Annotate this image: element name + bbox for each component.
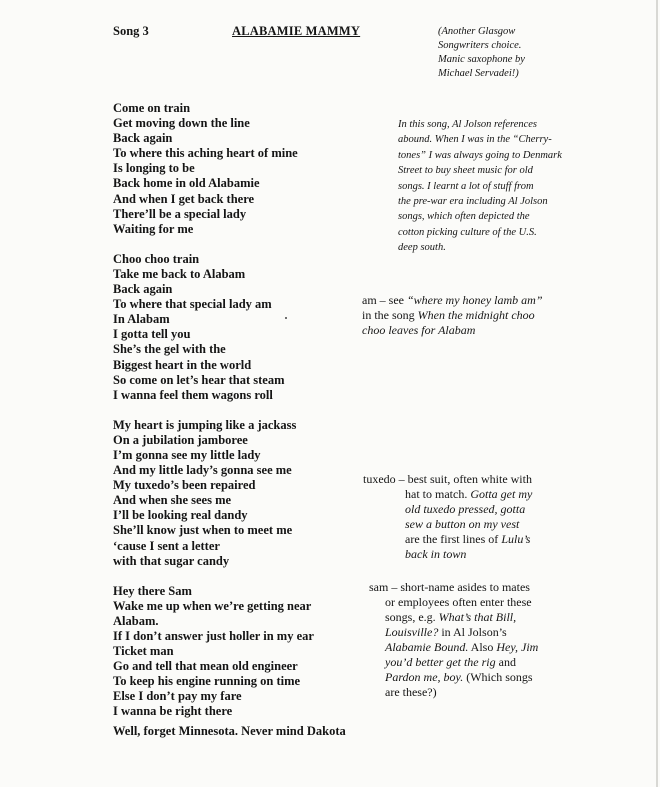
gloss-line: [369, 640, 538, 655]
note-line: deep south.: [398, 242, 446, 254]
lyric-line: Ticket man: [113, 644, 174, 659]
lyric-line: I’m gonna see my little lady: [113, 447, 261, 462]
gloss-tuxedo: [363, 472, 532, 562]
lyric-line: And when she sees me: [113, 493, 232, 508]
note-line: the pre-war era including Al Jolson: [398, 196, 548, 208]
lyric-line: Take me back to Alabam: [113, 266, 246, 281]
lyric-line: Else I don’t pay my fare: [113, 689, 242, 704]
lyric-line: So come on let’s hear that steam: [113, 372, 285, 387]
lyric-line: And when I get back there: [113, 191, 255, 206]
lyric-line: If I don’t answer just holler in my ear: [113, 629, 314, 643]
lyric-line: Waiting for me: [113, 221, 194, 236]
note-line: tones” I was always going to Denmark: [398, 149, 562, 161]
gloss-sam: [369, 580, 538, 700]
stanza-1: [113, 101, 373, 237]
gloss-line: [362, 293, 543, 308]
gloss-am: [362, 293, 543, 338]
gloss-text: are the first lines of: [405, 532, 502, 546]
final-lyric-line: Well, forget Minnesota. Never mind Dakota: [113, 724, 346, 738]
gloss-quote: What’s that Bill,: [438, 610, 517, 624]
lyric-line: Wake me up when we’re getting near: [113, 598, 312, 613]
lyric-line: Back again: [113, 282, 173, 297]
header-note-line: Songwriters choice.: [438, 40, 522, 51]
stanza-3: [113, 418, 373, 569]
gloss-text: and: [495, 655, 516, 669]
gloss-text: (Which songs: [463, 670, 533, 684]
gloss-line: sew a button on my vest: [405, 517, 520, 531]
gloss-line: or employees often enter these: [385, 595, 532, 609]
gloss-line: back in town: [405, 547, 467, 561]
gloss-text: Also: [468, 640, 497, 654]
scan-speck: [285, 317, 287, 319]
gloss-song-title: Pardon me, boy.: [385, 670, 464, 684]
lyric-line: ‘cause I sent a letter: [113, 538, 220, 553]
gloss-text: in Al Jolson’s: [438, 625, 507, 639]
gloss-text: hat to match.: [405, 487, 471, 501]
stanza-4: [113, 584, 373, 720]
song-title: ALABAMIE MAMMY: [232, 24, 361, 38]
lyric-line: Get moving down the line: [113, 116, 250, 131]
lyric-line: Alabam.: [113, 613, 159, 628]
lyric-line: On a jubilation jamboree: [113, 432, 248, 447]
lyric-line: Back again: [113, 131, 173, 146]
gloss-line: tuxedo – best suit, often white with: [363, 472, 532, 486]
lyrics-block: [113, 101, 373, 720]
lyric-line: My heart is jumping like a jackass: [113, 417, 297, 432]
note-line: Street to buy sheet music for old: [398, 165, 533, 177]
lyric-line: Hey there Sam: [113, 583, 192, 598]
gloss-quote: “where my honey lamb am”: [406, 293, 543, 307]
lyric-line: I wanna feel them wagons roll: [113, 387, 273, 402]
note-line: songs, which often depicted the: [398, 211, 530, 223]
lyric-line: I’ll be looking real dandy: [113, 508, 248, 523]
gloss-line: [369, 625, 538, 640]
lyric-line: Come on train: [113, 101, 191, 115]
gloss-text: am – see: [362, 293, 407, 307]
lyric-line: To where this aching heart of mine: [113, 146, 298, 161]
gloss-line: [369, 655, 538, 670]
lyric-line: My tuxedo’s been repaired: [113, 478, 256, 493]
gloss-line: [362, 308, 543, 323]
gloss-line: sam – short-name asides to mates: [369, 580, 530, 594]
lyric-line: To where that special lady am: [113, 297, 272, 312]
note-line: songs. I learnt a lot of stuff from: [398, 180, 534, 192]
lyric-line: To keep his engine running on time: [113, 674, 301, 689]
lyric-line: In Alabam: [113, 312, 170, 327]
gloss-quote: Gotta get my: [470, 487, 533, 501]
stanza-2: [113, 252, 373, 403]
gloss-line: [369, 610, 538, 625]
lyric-line: There’ll be a special lady: [113, 206, 247, 221]
gloss-quote: Hey, Jim: [496, 640, 539, 654]
gloss-line: [369, 670, 538, 685]
header-note-line: Manic saxophone by: [438, 54, 525, 65]
song-number: Song 3: [113, 24, 149, 38]
gloss-song-title: Lulu’s: [501, 532, 531, 546]
note-line: abound. When I was in the “Cherry-: [398, 134, 552, 146]
lyric-line: Is longing to be: [113, 161, 195, 176]
stanza-gap: [113, 237, 373, 252]
stanza-gap: [113, 569, 373, 584]
gloss-line: [363, 532, 532, 547]
gloss-song-title: When the midnight choo: [417, 308, 535, 322]
lyric-line: And my little lady’s gonna see me: [113, 463, 292, 478]
lyric-line: I wanna be right there: [113, 704, 233, 719]
gloss-line: [363, 487, 532, 502]
note-line: cotton picking culture of the U.S.: [398, 226, 537, 238]
header-note: [438, 25, 608, 81]
stanza-gap: [113, 403, 373, 418]
header-note-line: (Another Glasgow: [438, 26, 516, 37]
gloss-line: are these?): [385, 685, 437, 699]
gloss-song-title: Alabamie Bound.: [385, 640, 469, 654]
lyric-line: Go and tell that mean old engineer: [113, 659, 298, 674]
gloss-line: choo leaves for Alabam: [362, 323, 476, 337]
header-note-line: Michael Servadei!): [438, 68, 519, 79]
lyric-line: She’ll know just when to meet me: [113, 523, 293, 538]
lyric-line: with that sugar candy: [113, 553, 230, 568]
gloss-text: songs, e.g.: [385, 610, 439, 624]
note-line: In this song, Al Jolson references: [398, 119, 538, 130]
page-edge-shadow: [656, 0, 658, 787]
gloss-quote: Louisville?: [385, 625, 439, 639]
lyric-line: Back home in old Alabamie: [113, 176, 260, 191]
gloss-line: old tuxedo pressed, gotta: [405, 502, 526, 516]
lyric-line: I gotta tell you: [113, 327, 191, 342]
intro-note: [398, 117, 613, 256]
gloss-text: in the song: [362, 308, 418, 322]
gloss-quote: you’d better get the rig: [385, 655, 496, 669]
lyric-line: She’s the gel with the: [113, 342, 226, 357]
lyric-line: Choo choo train: [113, 251, 200, 266]
lyric-line: Biggest heart in the world: [113, 357, 252, 372]
